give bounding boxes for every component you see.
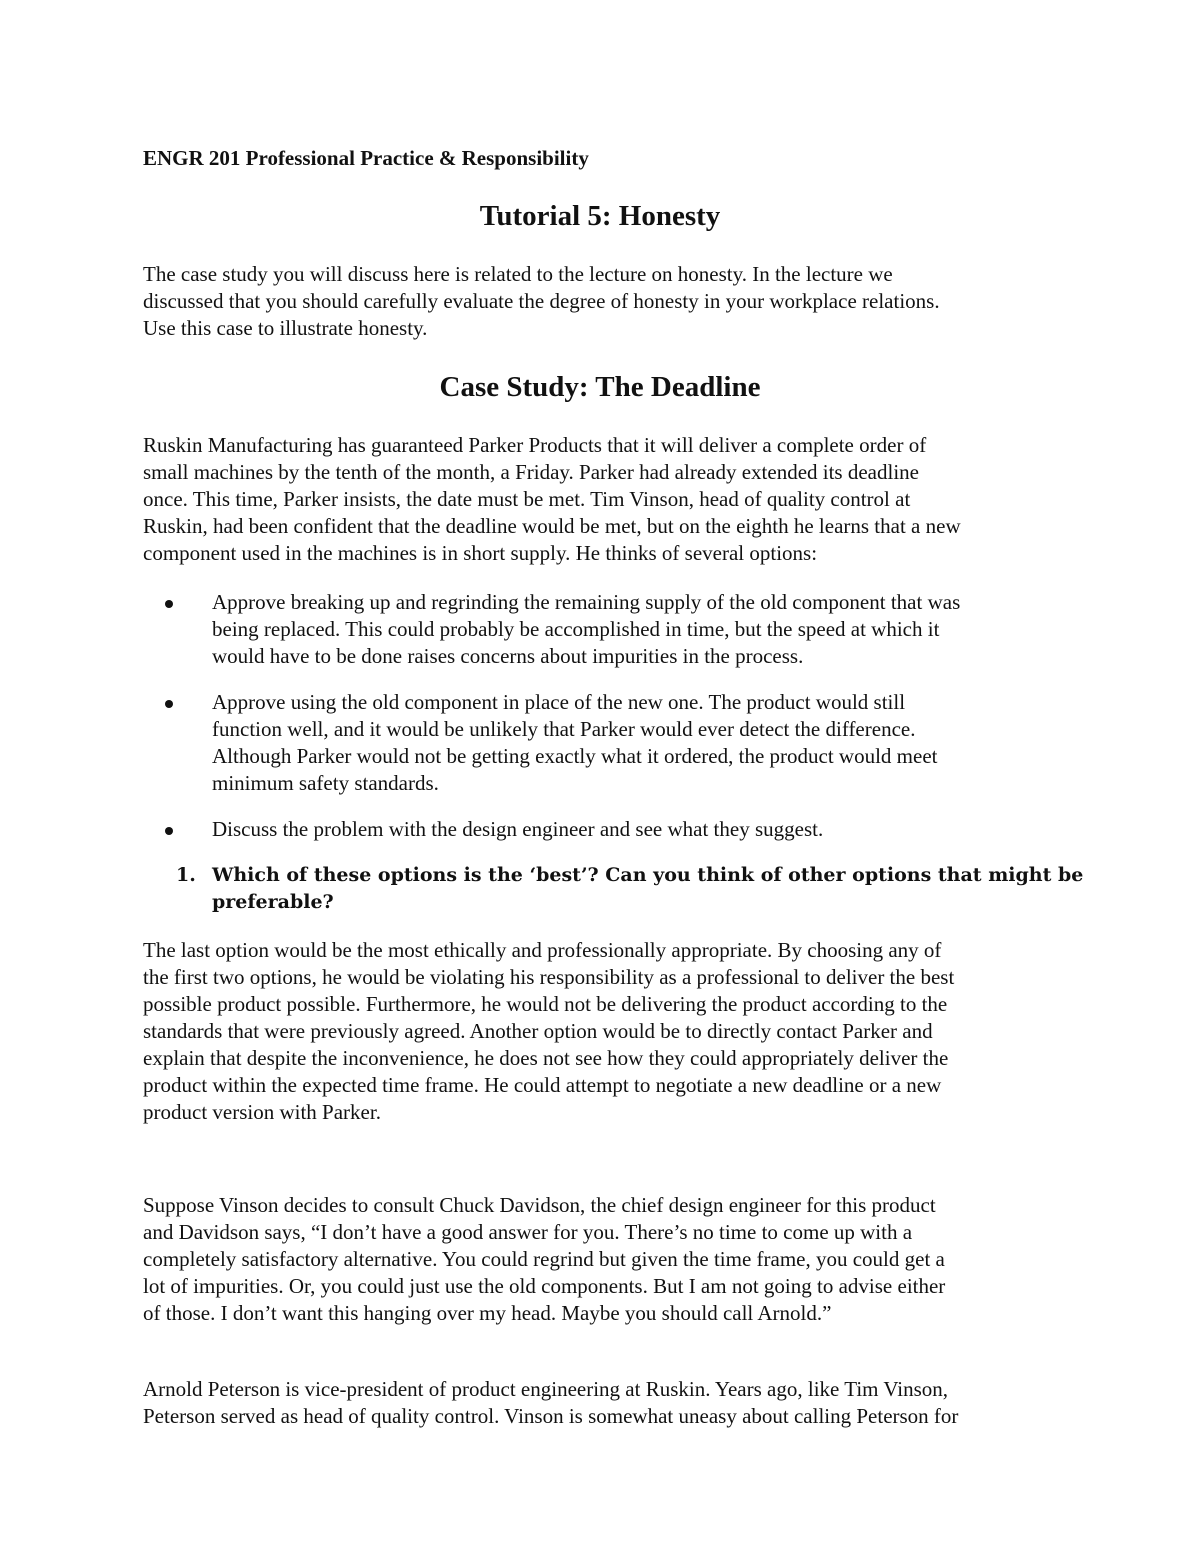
text-line: small machines by the tenth of the month, a Friday. Parker had already extended its deadline bbox=[143, 460, 919, 484]
text-line: and Davidson says, “I don’t have a good answer for you. There’s no time to come up with a bbox=[143, 1220, 913, 1244]
text-line: Ruskin, had been confident that the deadline would be met, but on the eighth he learns that a new bbox=[143, 514, 961, 538]
case-study-paragraph bbox=[143, 432, 1063, 567]
text-line: Although Parker would not be getting exactly what it ordered, the product would meet bbox=[212, 744, 938, 768]
tutorial-title: Tutorial 5: Honesty bbox=[479, 200, 721, 232]
text-line: explain that despite the inconvenience, he does not see how they could appropriately deliver the bbox=[143, 1046, 949, 1070]
text-line: completely satisfactory alternative. You could regrind but given the time frame, you could get a bbox=[143, 1247, 945, 1271]
text-line: The case study you will discuss here is related to the lecture on honesty. In the lecture we bbox=[143, 262, 893, 286]
text-line: Approve breaking up and regrinding the remaining supply of the old component that was bbox=[212, 590, 961, 614]
text-line: The last option would be the most ethically and professionally appropriate. By choosing any of bbox=[143, 938, 942, 962]
text-line: minimum safety standards. bbox=[212, 771, 439, 795]
text-line: Peterson served as head of quality control. Vinson is somewhat uneasy about calling Peterson for bbox=[143, 1404, 959, 1428]
text-line: product version with Parker. bbox=[143, 1100, 381, 1124]
davidson-paragraph bbox=[143, 1192, 1063, 1327]
text-line: of those. I don’t want this hanging over my head. Maybe you should call Arnold.” bbox=[143, 1301, 832, 1325]
text-line: Discuss the problem with the design engineer and see what they suggest. bbox=[212, 817, 824, 841]
text-line: Suppose Vinson decides to consult Chuck Davidson, the chief design engineer for this product bbox=[143, 1193, 936, 1217]
question-number: 1. bbox=[176, 864, 196, 886]
text-line: discussed that you should carefully evaluate the degree of honesty in your workplace relations. bbox=[143, 289, 940, 313]
bullet-dot-icon bbox=[165, 700, 173, 708]
intro-paragraph bbox=[143, 261, 1063, 342]
text-line: Arnold Peterson is vice-president of product engineering at Ruskin. Years ago, like Tim Vinson, bbox=[143, 1377, 949, 1401]
case-study-title: Case Study: The Deadline bbox=[439, 371, 761, 403]
bullet-dot-icon bbox=[165, 600, 173, 608]
text-line: product within the expected time frame. He could attempt to negotiate a new deadline or a new bbox=[143, 1073, 942, 1097]
text-line: would have to be done raises concerns about impurities in the process. bbox=[212, 644, 804, 668]
course-header: ENGR 201 Professional Practice & Responsibility bbox=[143, 146, 589, 170]
bullet-dot-icon bbox=[165, 827, 173, 835]
text-line: preferable? bbox=[212, 891, 334, 913]
text-line: Which of these options is the ‘best’? Can you think of other options that might be bbox=[212, 864, 1084, 886]
text-line: standards that were previously agreed. Another option would be to directly contact Parker and bbox=[143, 1019, 933, 1043]
text-line: the first two options, he would be violating his responsibility as a professional to deliver the best bbox=[143, 965, 955, 989]
text-line: possible product possible. Furthermore, he would not be delivering the product according to the bbox=[143, 992, 948, 1016]
text-line: component used in the machines is in short supply. He thinks of several options: bbox=[143, 541, 818, 565]
text-line: Ruskin Manufacturing has guaranteed Parker Products that it will deliver a complete order of bbox=[143, 433, 927, 457]
peterson-paragraph bbox=[143, 1376, 1063, 1430]
text-line: lot of impurities. Or, you could just use the old components. But I am not going to advise either bbox=[143, 1274, 946, 1298]
text-line: once. This time, Parker insists, the date must be met. Tim Vinson, head of quality control at bbox=[143, 487, 911, 511]
answer-paragraph bbox=[143, 937, 1063, 1126]
text-line: being replaced. This could probably be accomplished in time, but the speed at which it bbox=[212, 617, 940, 641]
text-line: function well, and it would be unlikely that Parker would ever detect the difference. bbox=[212, 717, 916, 741]
text-line: Approve using the old component in place of the new one. The product would still bbox=[212, 690, 906, 714]
text-line: Use this case to illustrate honesty. bbox=[143, 316, 428, 340]
